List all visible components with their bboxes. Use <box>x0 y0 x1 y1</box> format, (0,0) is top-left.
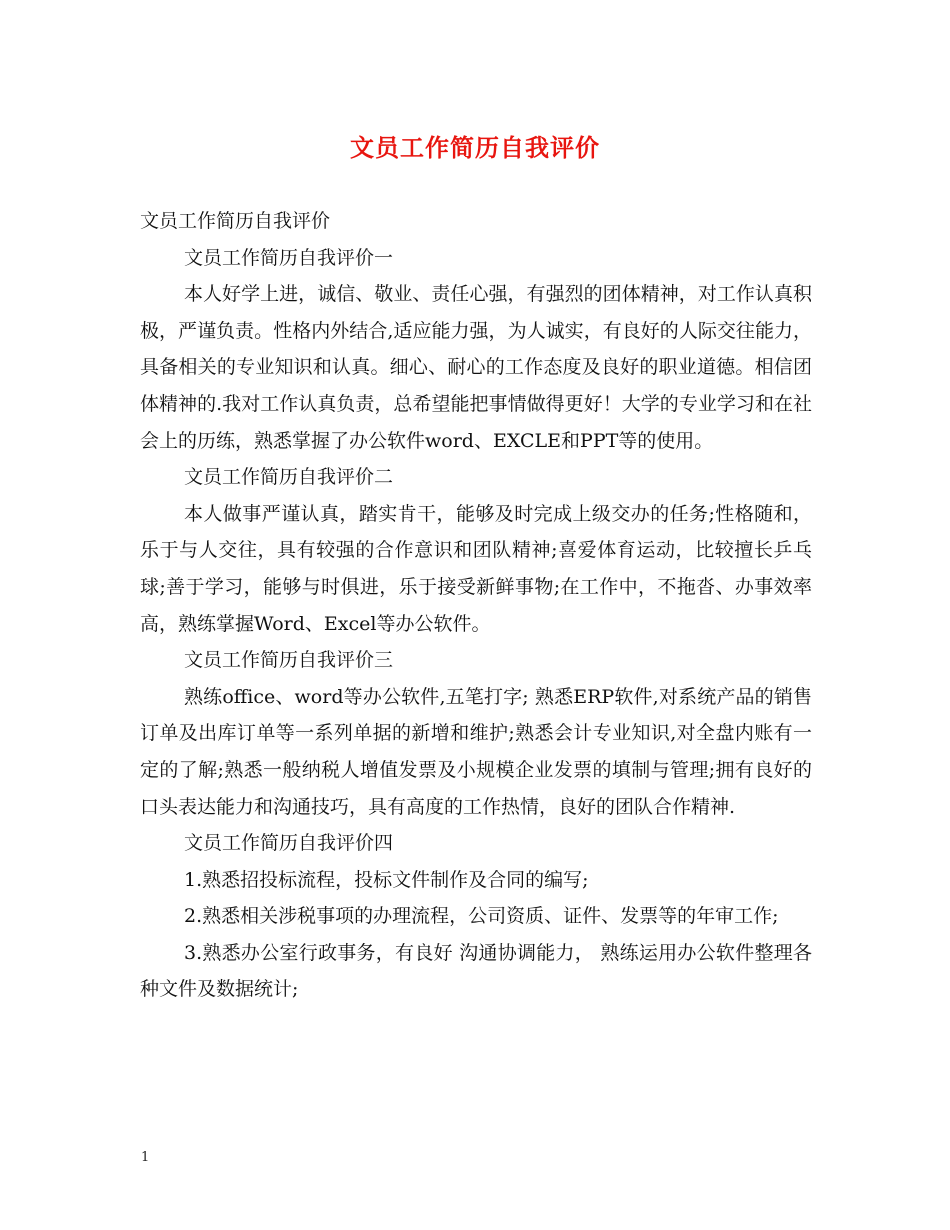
section-heading-1: 文员工作简历自我评价一 <box>184 246 394 269</box>
paragraph-3: 熟练office、word等办公软件,五笔打字; 熟悉ERP软件,对系统产品的销售订单及出库订单等一系列单据的新增和维护;熟悉会计专业知识,对全盘内账有一定的了解;熟悉一般纳税人增值发票及小规模企业发票的填制与管理;拥有良好的口头表达能力和沟通技巧，具有高度的工作热情，良好的团队合作精神. <box>140 685 812 818</box>
section-heading-2: 文员工作简历自我评价二 <box>184 466 394 489</box>
document-title: 文员工作简历自我评价 <box>350 133 600 162</box>
list-item-2: 2.熟悉相关涉税事项的办理流程，公司资质、证件、发票等的年审工作; <box>184 905 779 928</box>
paragraph-heading: 文员工作简历自我评价 <box>140 210 331 232</box>
document-body <box>140 203 812 1008</box>
section-heading-3: 文员工作简历自我评价三 <box>184 649 394 672</box>
paragraph-2: 本人做事严谨认真，踏实肯干，能够及时完成上级交办的任务;性格随和，乐于与人交往，具有较强的合作意识和团队精神;喜爱体育运动，比较擅长乒乓球;善于学习，能够与时俱进，乐于接受新鲜事物;在工作中，不拖沓、办事效率高，熟练掌握Word、Excel等办公软件。 <box>140 502 812 635</box>
list-item-1: 1.熟悉招投标流程，投标文件制作及合同的编写; <box>184 868 589 891</box>
paragraph-1: 本人好学上进，诚信、敬业、责任心强，有强烈的团体精神，对工作认真积极，严谨负责。性格内外结合,适应能力强，为人诚实，有良好的人际交往能力，具备相关的专业知识和认真。细心、耐心的工作态度及良好的职业道德。相信团体精神的.我对工作认真负责，总希望能把事情做得更好！大学的专业学习和在社会上的历练，熟悉掌握了办公软件word、EXCLE和PPT等的使用。 <box>140 283 812 452</box>
section-heading-4: 文员工作简历自我评价四 <box>184 832 394 855</box>
page-number: 1 <box>141 1150 150 1165</box>
list-item-3: 3.熟悉办公室行政事务，有良好 沟通协调能力， 熟练运用办公软件整理各种文件及数据统计; <box>140 941 812 1001</box>
